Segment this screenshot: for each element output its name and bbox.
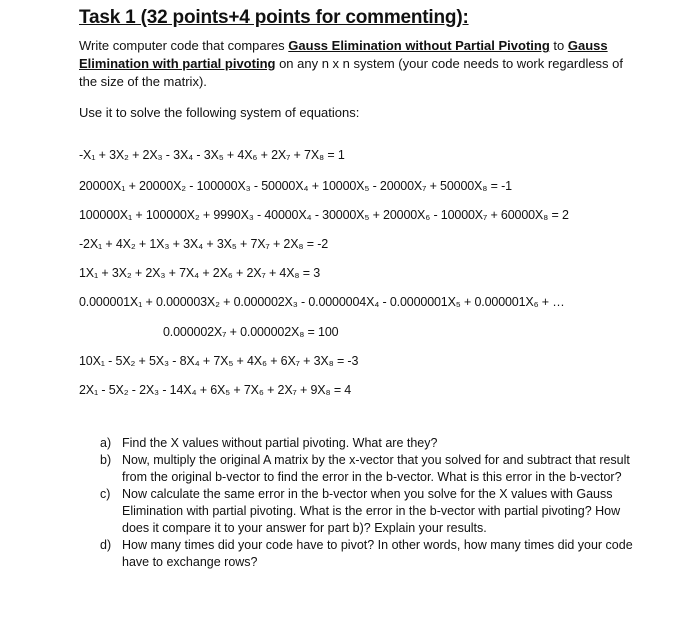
question-text: Now calculate the same error in the b-vector when you solve for the X values with Gauss Elimination with partial pivoting. What is the error in the b-vector with partial pivoting? How does it compare it to your answer for part b)? Explain your results. bbox=[122, 487, 621, 535]
question-text: Now, multiply the original A matrix by the x-vector that you solved for and subtract that result from the original b-vector to find the error in the b-vector. What is this error in the b-vector? bbox=[122, 453, 630, 484]
question-text: How many times did your code have to pivot? In other words, how many times did your code have to exchange rows? bbox=[122, 538, 633, 569]
question-list bbox=[100, 435, 640, 571]
question-a bbox=[100, 435, 640, 452]
intro-emphasis-2: Gauss Elimination with partial pivoting bbox=[79, 38, 608, 71]
instruction-line: Use it to solve the following system of equations: bbox=[79, 105, 360, 120]
equation-6-part-1: 0.000001X₁ + 0.000003X₂ + 0.000002X₃ - 0.0000004X₄ - 0.0000001X₅ + 0.000001X₆ + … bbox=[79, 295, 565, 309]
question-text: Find the X values without partial pivoting. What are they? bbox=[122, 436, 438, 450]
question-label: a) bbox=[100, 436, 112, 450]
question-label: b) bbox=[100, 453, 112, 467]
equation-7: 10X₁ - 5X₂ + 5X₃ - 8X₄ + 7X₅ + 4X₆ + 6X₇ + 3X₈ = -3 bbox=[79, 354, 359, 368]
question-label: c) bbox=[100, 487, 111, 501]
intro-text-2: to bbox=[549, 38, 568, 53]
equation-1: -X₁ + 3X₂ + 2X₃ - 3X₄ - 3X₅ + 4X₆ + 2X₇ + 7X₈ = 1 bbox=[79, 148, 345, 162]
question-d bbox=[100, 537, 640, 571]
equation-3: 100000X₁ + 100000X₂ + 9990X₃ - 40000X₄ - 30000X₅ + 20000X₆ - 10000X₇ + 60000X₈ = 2 bbox=[79, 208, 569, 222]
equation-5: 1X₁ + 3X₂ + 2X₃ + 7X₄ + 2X₆ + 2X₇ + 4X₈ = 3 bbox=[79, 266, 321, 280]
question-label: d) bbox=[100, 538, 112, 552]
equation-4: -2X₁ + 4X₂ + 1X₃ + 3X₄ + 3X₅ + 7X₇ + 2X₈ = -2 bbox=[79, 237, 329, 251]
equation-8: 2X₁ - 5X₂ - 2X₃ - 14X₄ + 6X₅ + 7X₆ + 2X₇ + 9X₈ = 4 bbox=[79, 383, 352, 397]
intro-text-3: on any n x n system (your code needs to work regardless of the size of the matrix). bbox=[79, 56, 624, 89]
intro-emphasis-1: Gauss Elimination without Partial Pivoting bbox=[288, 38, 550, 53]
question-b bbox=[100, 452, 640, 486]
task-title: Task 1 (32 points+4 points for commenting): bbox=[79, 7, 469, 28]
equation-6-part-2: 0.000002X₇ + 0.000002X₈ = 100 bbox=[163, 325, 339, 339]
intro-text-1: Write computer code that compares bbox=[79, 38, 289, 53]
equation-2: 20000X₁ + 20000X₂ - 100000X₃ - 50000X₄ + 10000X₅ - 20000X₇ + 50000X₈ = -1 bbox=[79, 179, 512, 193]
question-c bbox=[100, 486, 640, 537]
task-intro bbox=[79, 37, 639, 91]
